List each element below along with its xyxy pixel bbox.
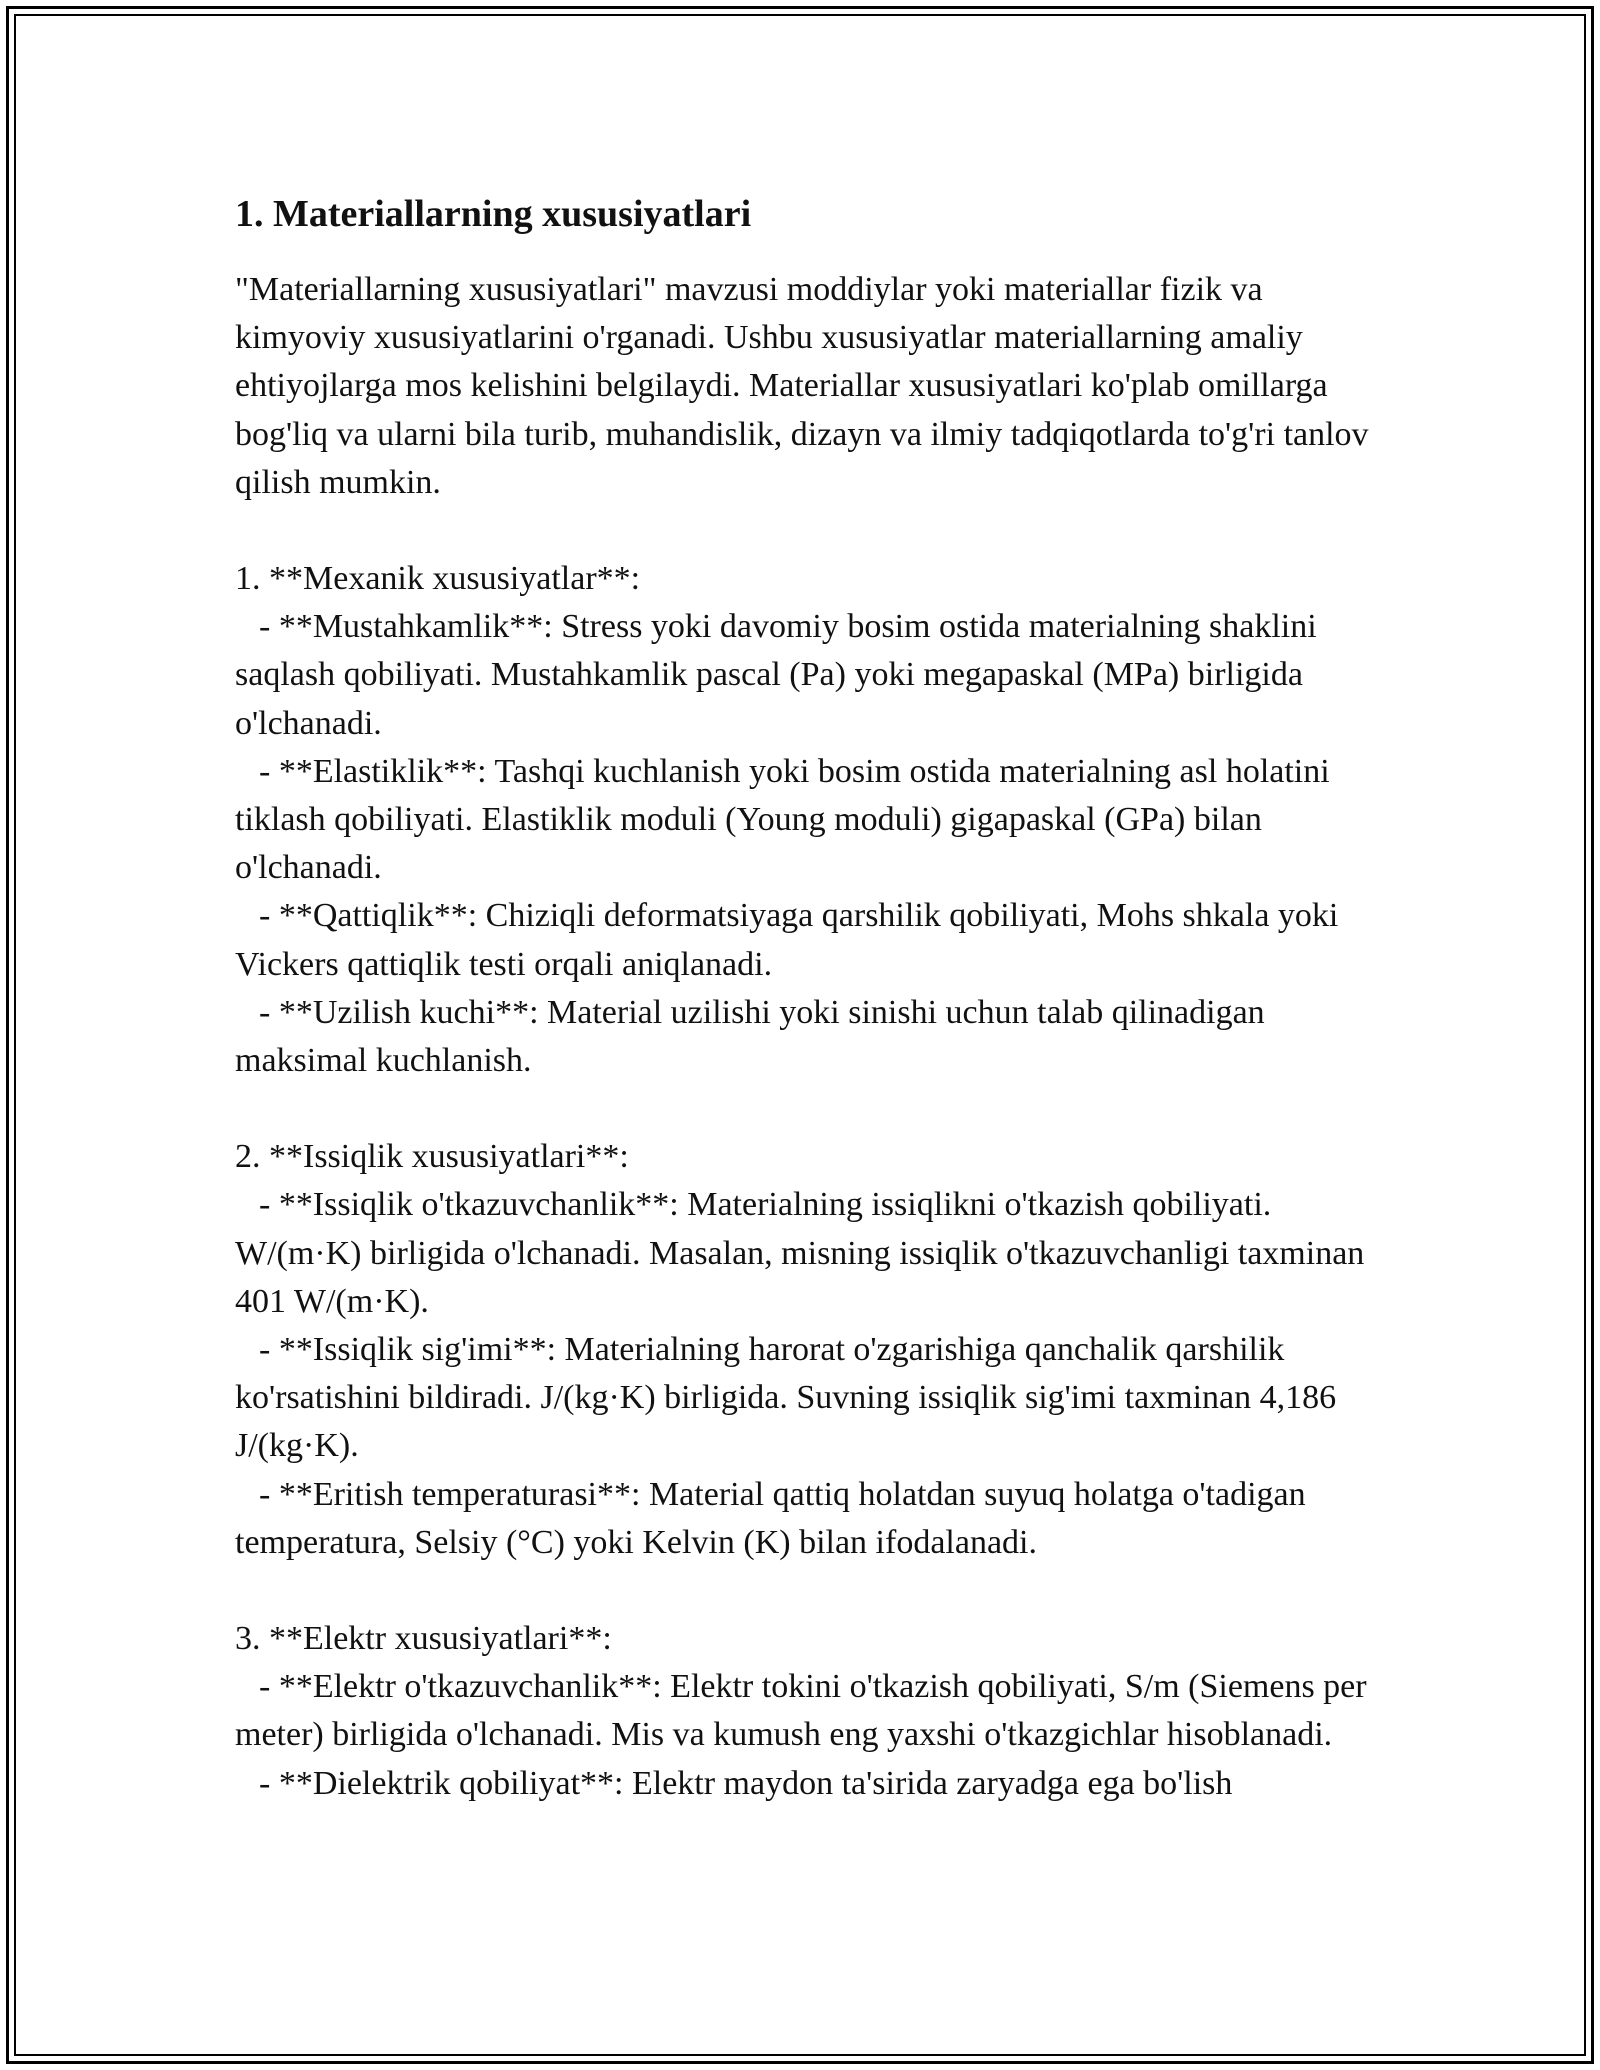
section-heading: 3. **Elektr xususiyatlari**:	[235, 1620, 612, 1658]
section-electrical	[235, 1615, 1375, 1808]
section-heading: 1. **Mexanik xususiyatlar**:	[235, 560, 641, 598]
list-item: - **Mustahkamlik**: Stress yoki davomiy bosim ostida materialning shaklini saqlash qobiliyati. Mustahkamlik pascal (Pa) yoki megapaskal (MPa) birligida o'lchanadi.	[235, 608, 1326, 742]
list-item: - **Issiqlik o'tkazuvchanlik**: Materialning issiqlikni o'tkazish qobiliyati. W/(m·K) birligida o'lchanadi. Masalan, misning issiqlik o'tkazuvchanligi taxminan 401 W/(m·K).	[235, 1186, 1373, 1320]
spacer	[235, 507, 1375, 555]
document-title: 1. Materiallarning xususiyatlari	[235, 193, 752, 235]
spacer	[235, 1567, 1375, 1615]
list-item: - **Elastiklik**: Tashqi kuchlanish yoki bosim ostida materialning asl holatini tiklash qobiliyati. Elastiklik moduli (Young moduli) gigapaskal (GPa) bilan o'lchanadi.	[235, 752, 1339, 887]
section-mechanical	[235, 555, 1375, 1085]
list-item: - **Qattiqlik**: Chiziqli deformatsiyaga qarshilik qobiliyati, Mohs shkala yoki Vickers qattiqlik testi orqali aniqlanadi.	[235, 897, 1347, 983]
intro-paragraph: "Materiallarning xususiyatlari" mavzusi moddiylar yoki materiallar fizik va kimyoviy xususiyatlarini o'rganadi. Ushbu xususiyatlar materiallarning amaliy ehtiyojlarga mos kelishini belgilaydi. Materiallar xususiyatlari ko'plab omillarga bog'liq va ularni bila turib, muhandislik, dizayn va ilmiy tadqiqotlarda to'g'ri tanlov qilish mumkin.	[235, 271, 1378, 501]
list-item: - **Elektr o'tkazuvchanlik**: Elektr tokini o'tkazish qobiliyati, S/m (Siemens per meter) birligida o'lchanadi. Mis va kumush eng yaxshi o'tkazgichlar hisoblanadi.	[235, 1668, 1376, 1754]
section-heading: 2. **Issiqlik xususiyatlari**:	[235, 1138, 629, 1176]
section-thermal	[235, 1133, 1375, 1567]
list-item: - **Eritish temperaturasi**: Material qattiq holatdan suyuq holatga o'tadigan temperatura, Selsiy (°C) yoki Kelvin (K) bilan ifodalanadi.	[235, 1475, 1315, 1561]
list-item: - **Dielektrik qobiliyat**: Elektr maydon ta'sirida zaryadga ega bo'lish	[259, 1764, 1233, 1802]
list-item: - **Issiqlik sig'imi**: Materialning harorat o'zgarishiga qanchalik qarshilik ko'rsatishini bildiradi. J/(kg·K) birligida. Suvning issiqlik sig'imi taxminan 4,186 J/(kg·K).	[235, 1331, 1345, 1465]
spacer	[235, 1085, 1375, 1133]
document-body	[235, 188, 1378, 1808]
list-item: - **Uzilish kuchi**: Material uzilishi yoki sinishi uchun talab qilinadigan maksimal kuchlanish.	[235, 993, 1274, 1080]
